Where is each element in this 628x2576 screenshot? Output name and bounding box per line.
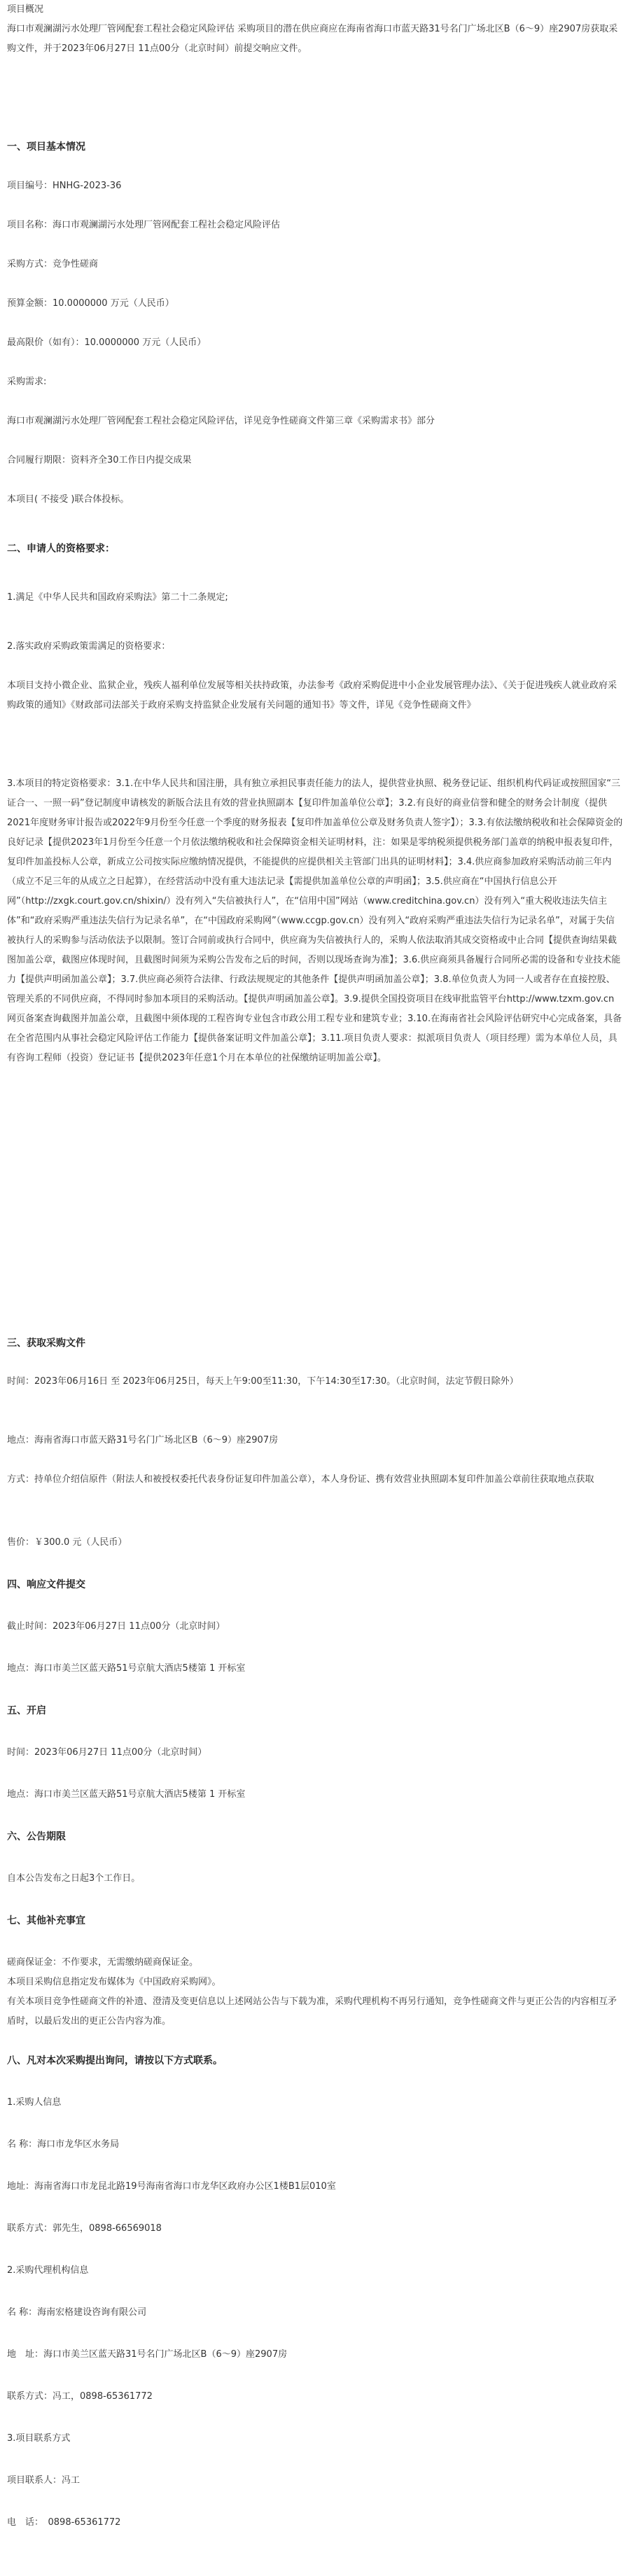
- project-number: 项目编号：HNHG-2023-36: [7, 181, 122, 191]
- section8-title: 八、凡对本次采购提出询问，请按以下方式联系。: [7, 2055, 223, 2066]
- project-contact-heading: 3.项目联系方式: [7, 2433, 71, 2444]
- project-contact-person: 项目联系人：冯工: [7, 2475, 81, 2486]
- qualification-policy-text: 本项目支持小微企业、监狱企业，残疾人福利单位发展等相关扶持政策，办法参考《政府采购促进中小企业发展管理办法》、《关于促进残疾人就业政府采购政策的通知》《财政部司法部关于政府采购支持监狱企业发展有关问题的通知书》等文件，详见《竞争性磋商文件》: [7, 680, 617, 710]
- agency-heading: 2.采购代理机构信息: [7, 2265, 89, 2276]
- buyer-address: 地址：海南省海口市龙昆北路19号海南省海口市龙华区政府办公区1楼B1层010室: [7, 2181, 336, 2192]
- max-price: 最高限价（如有）：10.0000000 万元（人民币）: [7, 337, 207, 348]
- buyer-contact: 联系方式：郭先生，0898-66569018: [7, 2223, 162, 2234]
- clarification-note: 有关本项目竞争性磋商文件的补遗、澄清及变更信息以上述网站公告与下载为准，采购代理机构不再另行通知，竞争性磋商文件与更正公告的内容相互矛盾时，以最后发出的更正公告内容为准。: [7, 1996, 617, 2026]
- demand-label: 采购需求:: [7, 377, 47, 387]
- section4-title: 四、响应文件提交: [7, 1579, 85, 1590]
- qualification-item-3: 3.本项目的特定资格要求：3.1.在中华人民共和国注册，具有独立承担民事责任能力的法人，提供营业执照、税务登记证、组织机构代码证或按照国家“三证合一、一照一码”登记制度申请核发的新版合法且有效的营业执照副本【复印件加盖单位公章】；3.2.有良好的商业信誉和健全的财务会计制度（提供2021年度财务审计报告或2022年9月份至今任意一个季度的财务报表【复印件加盖单位公章及财务负责人签字】）；3.3.有依法缴纳税收和社会保障资金的良好记录【提供2023年1月份至今任意一个月依法缴纳税收和社会保障资金相关证明材料，注：如果是零纳税须提供税务部门盖章的纳税申报表复印件，复印件加盖投标人公章，新成立公司按实际应缴纳情况提供，不能提供的应提供相关主管部门出具的证明材料】；3.4.供应商参加政府采购活动前三年内（成立不足三年的从成立之日起算），在经营活动中没有重大违法记录【需提供加盖单位公章的声明函】；3.5.供应商在“中国执行信息公开网”（http://zxgk.court.gov.cn/shixin/）没有列入“失信被执行人”，在“信用中国”网站（www.creditchina.gov.cn）没有列入“重大税收违法失信主体”和“政府采购严重违法失信行为记录名单”，在“中国政府采购网”（www.ccgp.gov.cn）没有列入“政府采购严重违法失信行为记录名单”，对属于失信被执行人的采购参与活动依法予以限制。签订合同前或执行合同中，供应商为失信被执行人的，采购人依法取消其成交资格或中止合同【提供查询结果截图加盖公章，截图应体现时间，且截图时间须为采购公告发布之后的时间，否则以现场查询为准】；3.6.供应商须具备履行合同所必需的设备和专业技术能力【提供声明函加盖公章】；3.7.供应商必须符合法律、行政法规规定的其他条件【提供声明函加盖公章】；3.8.单位负责人为同一人或者存在直接控股、管理关系的不同供应商，不得同时参加本项目的采购活动。【提供声明函加盖公章】。3.9.提供全国投资项目在线审批监管平台http://www.tzxm.gov.cn网页备案查询截图并加盖公章，且截图中须体现的工程咨询专业包含市政公用工程专业和建筑专业；3.10.在海南省社会风险评估研究中心完成备案，具备在全省范围内从事社会稳定风险评估工作能力【提供备案证明文件加盖公章】；3.11.项目负责人要求：拟派项目负责人（项目经理）需为本单位人员，具有咨询工程师（投资）登记证书【提供2023年任意1个月在本单位的社保缴纳证明加盖公章】。: [7, 778, 623, 1063]
- section5-title: 五、开启: [7, 1705, 46, 1716]
- section6-title: 六、公告期限: [7, 1831, 66, 1842]
- qualification-item-2: 2.落实政府采购政策需满足的资格要求：: [7, 641, 171, 652]
- project-name: 项目名称：海口市观澜湖污水处理厂管网配套工程社会稳定风险评估: [7, 220, 281, 230]
- procurement-method: 采购方式：竞争性磋商: [7, 259, 99, 270]
- intro-heading: 项目概况: [7, 4, 44, 15]
- contract-period: 合同履行期限：资料齐全30工作日内提交成果: [7, 455, 192, 465]
- qualification-item-1: 1.满足《中华人民共和国政府采购法》第二十二条规定;: [7, 592, 228, 603]
- intro-text: 海口市观澜湖污水处理厂管网配套工程社会稳定风险评估 采购项目的潜在供应商应在海南省海口市蓝天路31号名门广场北区B（6～9）座2907房获取采购文件，并于2023年06月27日 11点00分（北京时间）前提交响应文件。: [7, 24, 618, 54]
- opening-time: 时间：2023年06月27日 11点00分（北京时间）: [7, 1747, 207, 1758]
- section7-title: 七、其他补充事宜: [7, 1915, 85, 1926]
- section2-title: 二、申请人的资格要求：: [7, 543, 115, 554]
- notice-period: 自本公告发布之日起3个工作日。: [7, 1873, 141, 1884]
- demand-text: 海口市观澜湖污水处理厂管网配套工程社会稳定风险评估，详见竞争性磋商文件第三章《采购需求书》部分: [7, 416, 435, 426]
- agency-name: 名 称：海南宏格建设咨询有限公司: [7, 2307, 147, 2318]
- submission-place: 地点：海口市美兰区蓝天路51号京航大酒店5楼第 1 开标室: [7, 1663, 246, 1674]
- project-contact-phone: 电 话： 0898-65361772: [7, 2517, 121, 2528]
- budget-amount: 预算金额：10.0000000 万元（人民币）: [7, 298, 174, 309]
- media-note: 本项目采购信息指定发布媒体为《中国政府采购网》。: [7, 1977, 221, 1987]
- document-price: 售价：￥300.0 元（人民币）: [7, 1537, 127, 1548]
- buyer-name: 名 称：海口市龙华区水务局: [7, 2139, 120, 2150]
- section3-title: 三、获取采购文件: [7, 1338, 85, 1349]
- section1-title: 一、项目基本情况: [7, 141, 85, 153]
- submission-deadline: 截止时间：2023年06月27日 11点00分（北京时间）: [7, 1621, 225, 1632]
- buyer-heading: 1.采购人信息: [7, 2097, 62, 2108]
- acquire-method: 方式：持单位介绍信原件（附法人和被授权委托代表身份证复印件加盖公章），本人身份证、携有效营业执照副本复印件加盖公章前往获取地点获取: [7, 1474, 594, 1485]
- consortium-note: 本项目( 不接受 )联合体投标。: [7, 494, 130, 505]
- deposit-note: 磋商保证金：不作要求，无需缴纳磋商保证金。: [7, 1957, 199, 1968]
- opening-place: 地点：海口市美兰区蓝天路51号京航大酒店5楼第 1 开标室: [7, 1789, 246, 1800]
- agency-contact: 联系方式：冯工，0898-65361772: [7, 2391, 153, 2402]
- acquire-time: 时间：2023年06月16日 至 2023年06月25日，每天上午9:00至11:30，下午14:30至17:30。（北京时间，法定节假日除外）: [7, 1376, 519, 1387]
- agency-address: 地 址：海口市美兰区蓝天路31号名门广场北区B（6～9）座2907房: [7, 2349, 288, 2360]
- acquire-place: 地点：海南省海口市蓝天路31号名门广场北区B（6～9）座2907房: [7, 1435, 279, 1446]
